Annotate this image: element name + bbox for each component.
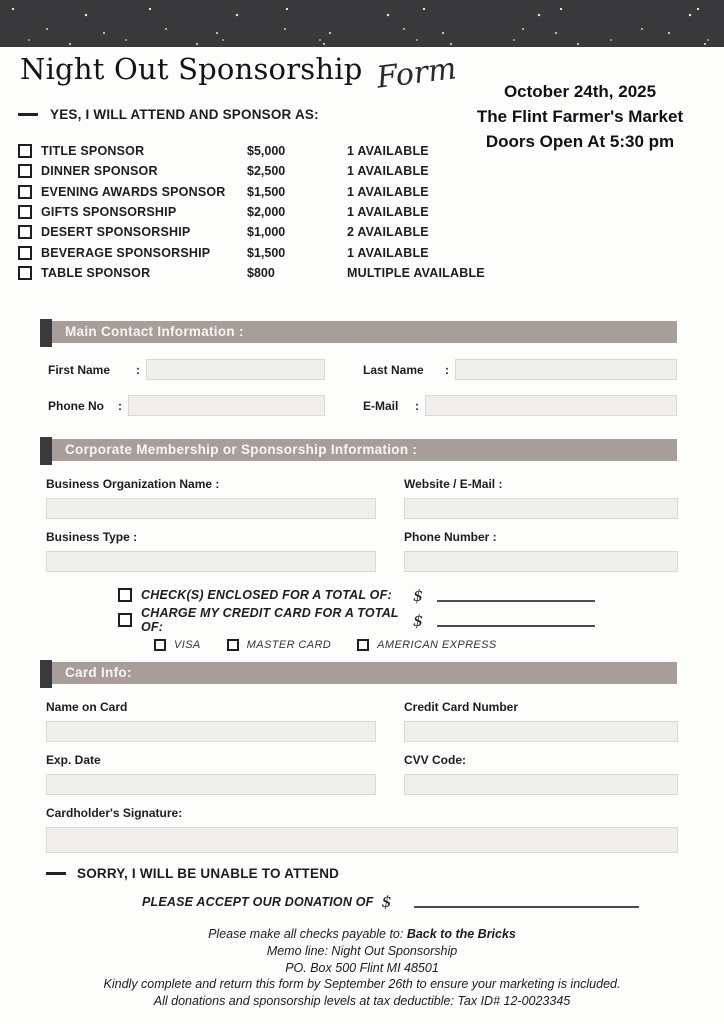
amex-label: AMERICAN EXPRESS [377,639,497,651]
contact-row-1 [48,359,677,380]
section-header-card-info: Card Info: [40,662,677,684]
checkbox-dinner-sponsor[interactable] [18,164,32,178]
dollar-sign: $ [381,892,392,911]
sponsor-row-desert [18,222,538,242]
website-email-label: Website / E-Mail : [404,477,503,491]
sponsor-row-gifts [18,202,538,222]
tax-id-line: All donations and sponsorship levels at tax deductible: Tax ID# 12-0023345 [153,994,571,1009]
signature-label: Cardholder's Signature: [46,806,183,820]
sponsor-label: GIFTS SPONSORSHIP [41,205,177,220]
cvv-input[interactable] [404,774,678,795]
first-name-field-group [48,359,325,380]
checkbox-charge-credit-card[interactable] [118,613,132,627]
charge-card-row [118,606,678,634]
sponsor-price: $2,000 [247,205,286,220]
event-venue: The Flint Farmer's Market [476,107,684,126]
checkbox-beverage-sponsorship[interactable] [18,246,32,260]
name-on-card-label: Name on Card [46,700,128,714]
section-header-main-contact: Main Contact Information : [40,321,677,343]
checkbox-visa[interactable] [154,639,166,651]
first-name-label: First Name [48,362,111,377]
main-contact-fields [48,359,677,431]
dollar-sign: $ [413,610,424,630]
sponsor-row-title [18,141,538,161]
sponsor-availability: 1 AVAILABLE [347,144,429,159]
donation-label: PLEASE ACCEPT OUR DONATION OF [142,894,374,909]
charge-amount-line[interactable] [437,614,595,627]
sponsor-label: TITLE SPONSOR [41,144,145,159]
business-name-label: Business Organization Name : [46,477,220,491]
checkbox-american-express[interactable] [357,639,369,651]
decline-label: SORRY, I WILL BE UNABLE TO ATTEND [77,866,340,881]
decline-line [46,866,339,881]
dash-mark [18,113,38,116]
checkbox-title-sponsor[interactable] [18,144,32,158]
mastercard-option [227,639,331,651]
phone-field-group [48,395,325,416]
checks-payable-name: Back to the Bricks [406,927,516,941]
sponsor-availability: 2 AVAILABLE [347,225,429,240]
checks-payable-line [0,926,724,943]
dollar-sign: $ [413,585,424,605]
checkbox-table-sponsor[interactable] [18,266,32,280]
email-input[interactable] [425,395,677,416]
checkbox-evening-awards-sponsor[interactable] [18,185,32,199]
last-name-input[interactable] [455,359,677,380]
sponsor-row-evening-awards [18,182,538,202]
page-title-script-word: Form [375,51,459,96]
colon: : [118,398,122,413]
corporate-fields [46,477,678,572]
phone-input[interactable] [128,395,325,416]
sponsor-label: DINNER SPONSOR [41,164,158,179]
phone-number-input[interactable] [404,551,678,572]
attend-yes-line [18,107,319,122]
exp-date-label: Exp. Date [46,753,101,767]
sponsor-availability: 1 AVAILABLE [347,164,429,179]
sponsor-availability: MULTIPLE AVAILABLE [347,265,485,280]
sponsor-row-beverage [18,242,538,262]
sponsor-label: TABLE SPONSOR [41,265,151,280]
card-brand-options [154,639,678,651]
page-title-text: Night Out Sponsorship [20,52,363,86]
sponsor-availability: 1 AVAILABLE [347,184,429,199]
amex-option [357,639,496,651]
last-name-field-group [363,359,677,380]
business-name-input[interactable] [46,498,376,519]
colon: : [415,398,419,413]
sponsor-row-table [18,263,538,283]
colon: : [445,362,449,377]
sponsor-price: $1,500 [247,245,286,260]
visa-option [154,639,201,651]
starry-header-band [0,0,724,47]
sponsor-price: $5,000 [247,144,286,159]
payment-options [118,585,678,651]
phone-number-label: Phone Number : [404,530,497,544]
memo-line: Memo line: Night Out Sponsorship [266,943,458,958]
sponsor-availability: 1 AVAILABLE [347,205,429,220]
page-title [20,51,459,96]
signature-input[interactable] [46,827,678,853]
donation-line [142,892,639,911]
checkbox-desert-sponsorship[interactable] [18,225,32,239]
dash-mark [46,872,66,875]
sponsor-price: $1,000 [247,225,286,240]
email-label: E-Mail [363,398,399,413]
deadline-line: Kindly complete and return this form by September 26th to ensure your marketing is included. [103,977,621,992]
first-name-input[interactable] [146,359,325,380]
event-doors-open: Doors Open At 5:30 pm [485,132,675,151]
last-name-label: Last Name [363,362,424,377]
check-enclosed-row [118,585,678,605]
sponsor-row-dinner [18,161,538,181]
sponsor-label: BEVERAGE SPONSORSHIP [41,245,211,260]
visa-label: VISA [174,639,201,651]
card-info-fields [46,700,678,853]
check-amount-line[interactable] [437,589,595,602]
footer-instructions [0,926,724,1010]
po-box-line: PO. Box 500 Flint MI 48501 [285,960,439,975]
checkbox-check-enclosed[interactable] [118,588,132,602]
mastercard-label: MASTER CARD [246,639,332,651]
check-enclosed-label: CHECK(S) ENCLOSED FOR A TOTAL OF: [141,588,392,602]
sponsor-label: EVENING AWARDS SPONSOR [41,184,226,199]
section-header-corporate: Corporate Membership or Sponsorship Information : [40,439,677,461]
name-on-card-input[interactable] [46,721,376,742]
business-type-label: Business Type : [46,530,138,544]
email-field-group [363,395,677,416]
checks-payable-prefix: Please make all checks payable to: [208,927,407,941]
business-type-input[interactable] [46,551,376,572]
charge-card-label: CHARGE MY CREDIT CARD FOR A TOTAL OF: [141,606,399,634]
checkbox-gifts-sponsorship[interactable] [18,205,32,219]
website-email-input[interactable] [404,498,678,519]
donation-amount-line[interactable] [414,895,639,908]
sponsor-label: DESERT SPONSORSHIP [41,225,191,240]
sponsor-price: $1,500 [247,184,286,199]
colon: : [136,362,140,377]
card-number-input[interactable] [404,721,678,742]
attend-yes-label: YES, I WILL ATTEND AND SPONSOR AS: [50,107,319,122]
card-number-label: Credit Card Number [404,700,519,714]
exp-date-input[interactable] [46,774,376,795]
contact-row-2 [48,395,677,416]
sponsor-price: $800 [247,265,275,280]
cvv-label: CVV Code: [404,753,467,767]
event-date: October 24th, 2025 [503,82,657,101]
sponsor-availability: 1 AVAILABLE [347,245,429,260]
checkbox-mastercard[interactable] [227,639,239,651]
sponsor-options-list [18,141,538,283]
phone-label: Phone No [48,398,104,413]
sponsor-price: $2,500 [247,164,286,179]
